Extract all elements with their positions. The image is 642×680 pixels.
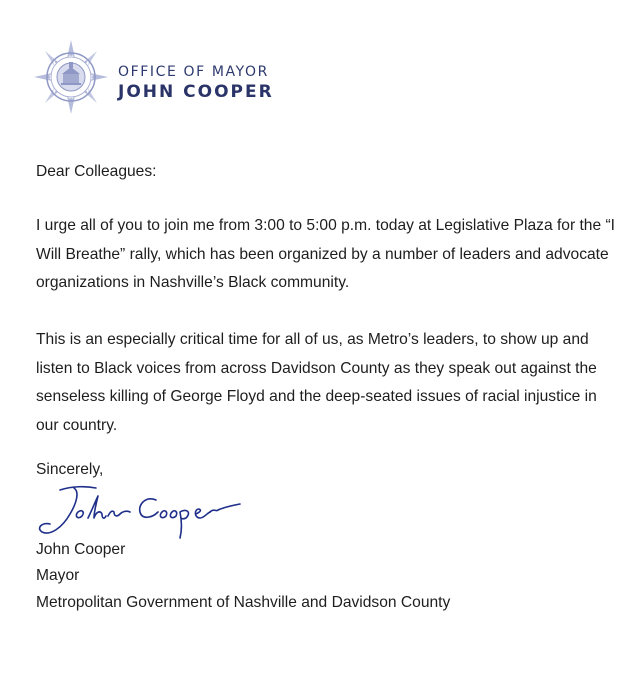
signer-name: John Cooper [36,541,126,558]
letter-paragraph-2: This is an especially critical time for all of us, as Metro’s leaders, to show up and listen to Black voices from across Davidson County as they speak out against the senseless killing of George Floyd and the deep-seated issues of racial injustice in our country. [36,331,597,434]
metro-nashville-seal-icon [32,38,110,116]
signer-title: Mayor [36,567,80,584]
letterhead [32,38,392,118]
signer-organization: Metropolitan Government of Nashville and Davidson County [36,594,451,611]
handwritten-signature-icon [34,482,256,542]
mayor-name-heading: JOHN COOPER [118,82,274,102]
office-label: OFFICE OF MAYOR [118,64,269,80]
closing: Sincerely, [36,461,104,478]
letter-paragraph-1: I urge all of you to join me from 3:00 to 5:00 p.m. today at Legislative Plaza for the “I Will Breathe” rally, which has been organized by a number of leaders and advocate organizations in Nashville’s Black community. [36,217,616,291]
salutation: Dear Colleagues: [36,163,157,180]
